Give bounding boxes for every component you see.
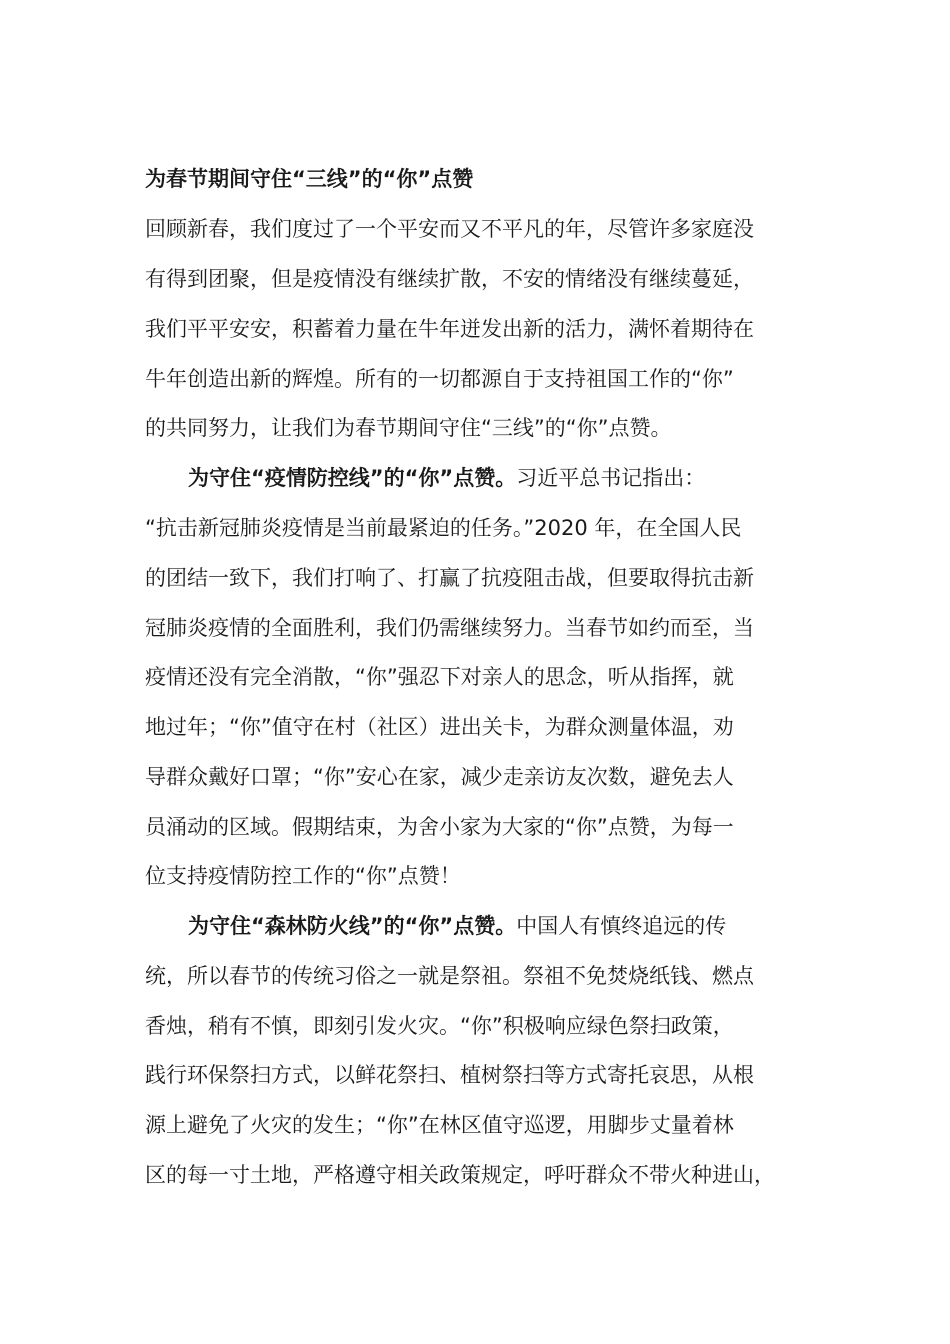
section2-line: 区的每一寸土地，严格遵守相关政策规定，呼吁群众不带火种进山， (145, 1163, 775, 1187)
section1-line: 位支持疫情防控工作的“你”点赞！ (145, 864, 461, 888)
section1-line: 疫情还没有完全消散，“你”强忍下对亲人的思念，听从指挥，就 (145, 665, 734, 689)
intro-line: 回顾新春，我们度过了一个平安而又不平凡的年，尽管许多家庭没 (145, 217, 754, 241)
section2-line: 源上避免了火灾的发生；“你”在林区值守巡逻，用脚步丈量着林 (145, 1113, 734, 1137)
intro-line: 有得到团聚，但是疫情没有继续扩散，不安的情绪没有继续蔓延， (145, 267, 754, 291)
section2-first-line (188, 910, 726, 942)
section1-line: 冠肺炎疫情的全面胜利，我们仍需继续努力。当春节如约而至，当 (145, 616, 754, 640)
intro-line: 的共同努力，让我们为春节期间守住“三线”的“你”点赞。 (145, 416, 672, 440)
section2-line: 践行环保祭扫方式，以鲜花祭扫、植树祭扫等方式寄托哀思，从根 (145, 1063, 754, 1087)
section1-first-line-text: 习近平总书记指出： (516, 466, 706, 490)
section1-line: 地过年；“你”值守在村（社区）进出关卡，为群众测量体温，劝 (145, 715, 734, 739)
section2-line: 统，所以春节的传统习俗之一就是祭祖。祭祖不免焚烧纸钱、燃点 (145, 964, 754, 988)
section1-line: 的团结一致下，我们打响了、打赢了抗疫阻击战，但要取得抗击新 (145, 566, 754, 590)
intro-line: 我们平平安安，积蓄着力量在牛年迸发出新的活力，满怀着期待在 (145, 317, 754, 341)
section1-first-line (188, 462, 705, 494)
section1-line: 员涌动的区域。假期结束，为舍小家为大家的“你”点赞，为每一 (145, 815, 734, 839)
intro-line: 牛年创造出新的辉煌。所有的一切都源自于支持祖国工作的“你” (145, 367, 734, 391)
document-title: 为春节期间守住“三线”的“你”点赞 (145, 167, 474, 191)
section2-first-line-text: 中国人有慎终追远的传 (516, 914, 727, 938)
section2-line: 香烛，稍有不慎，即刻引发火灾。“你”积极响应绿色祭扫政策， (145, 1014, 734, 1038)
section1-line: “抗击新冠肺炎疫情是当前最紧迫的任务。”2020 年，在全国人民 (145, 516, 742, 540)
section1-heading: 为守住“疫情防控线”的“你”点赞。 (188, 466, 517, 490)
section1-line: 导群众戴好口罩；“你”安心在家，减少走亲访友次数，避免去人 (145, 765, 734, 789)
section2-heading: 为守住“森林防火线”的“你”点赞。 (188, 914, 517, 938)
